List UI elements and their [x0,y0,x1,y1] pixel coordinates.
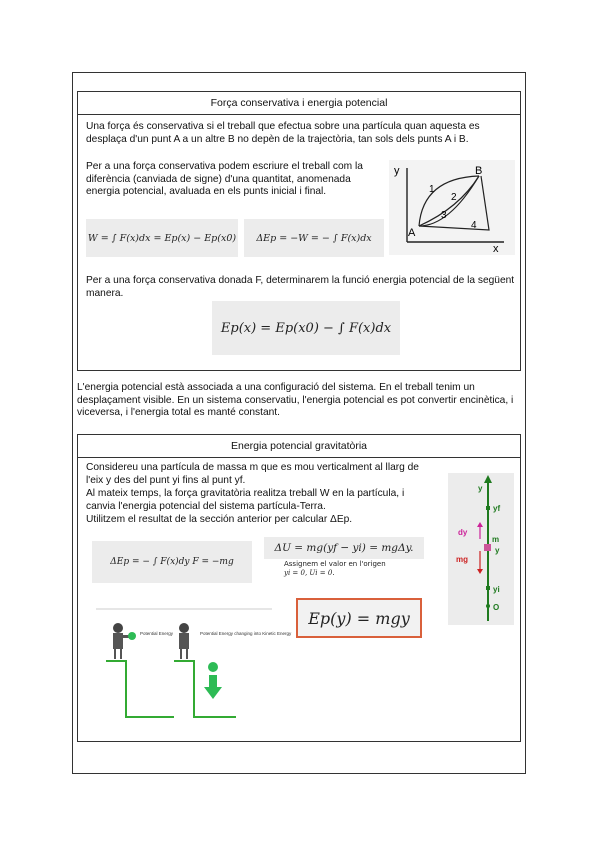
person-left-head [113,623,123,633]
path-2-label: 2 [451,192,457,203]
assign-note [284,560,414,578]
path-3-label: 3 [441,210,447,221]
intro-paragraph: Una força és conservativa si el treball que efectua sobre una partícula quan aquesta es desplaça d'un punt A a un altre B no depèn de la trajectòria, tan sols dels punts A i B. [86,121,480,145]
potential-energy-paragraph: Per a una força conservativa podem escriure el treball com la diferència (canviada de signe) d'una quantitat, anomenada energia potencial, avaluada en els punts inicial i final. [86,161,363,198]
section-title: Energia potencial gravitatòria [78,435,520,458]
person-left-body [113,633,123,649]
point-b-label: B [475,165,483,177]
determine-paragraph: Per a una força conservativa donada F, determinarem la funció energia potencial de la següent manera. [86,275,515,299]
y-position-label: y [495,546,500,555]
dy-label: dy [458,528,468,537]
person-right-head [179,623,189,633]
point-a-label: A [408,227,416,239]
between-paragraph: L'energia potencial està associada a una configuració del sistema. En el treball tenim un desplaçament visible. En un sistema conservatiu, l'energia potencial es pot convertir encinètica, i viceversa, i l'energia total es manté constant. [77,382,514,419]
mg-label: mg [456,555,468,564]
assign-note-line1: Assignem el valor en l'origen [284,560,386,568]
yf-label: yf [493,504,501,513]
yi-label: yi [493,585,500,594]
assign-note-line2: yi = 0, Ui = 0. [284,569,335,577]
ball-right [208,662,218,672]
formula-work: W = ∫ F(x)dx = Ep(x) − Ep(x0) [86,219,238,257]
label-potential: Potential Energy [140,631,174,636]
vertical-axis-diagram [448,473,514,625]
section-title: Força conservativa i energia potencial [78,92,520,115]
ball-left [128,632,136,640]
calc-paragraph: Utilitzem el resultat de la sección anterior per calcular ΔEp. [86,514,353,525]
down-arrow-icon [204,687,222,699]
formula-delta-u: ΔU = mg(yf − yi) = mgΔy. [264,537,424,559]
formula-delta-ep-gravity: ΔEp = − ∫ F(x)dy F = −mg [92,541,252,583]
paths-diagram [389,160,515,255]
mass-block [484,544,491,551]
formula-delta-ep: ΔEp = −W = − ∫ F(x)dx [244,219,384,257]
energy-illustration [96,607,292,719]
ground-right [174,661,236,717]
formula-ep-final: Ep(y) = mgy [296,598,422,638]
label-potential-kinetic: Potential Energy changing into Kinetic Energy [200,631,292,636]
path-1-label: 1 [429,184,435,195]
section-gravitational-energy [77,434,521,742]
particle-paragraph: Considereu una partícula de massa m que es mou verticalment al llarg de l'eix y des del punt yi fins al punt yf. [86,462,419,486]
work-paragraph: Al mateix temps, la força gravitatòria realitza treball W en la partícula, i canvia l'energia potencial del sistema partícula-Terra. [86,488,405,512]
axis-y-label: y [478,484,483,493]
ground-left [106,661,174,717]
x-axis-label: x [493,243,499,255]
section-conservative-force [77,91,521,371]
person-right-body [179,633,189,649]
y-axis-label: y [394,165,400,177]
m-label: m [492,535,500,544]
formula-ep: Ep(x) = Ep(x0) − ∫ F(x)dx [212,301,400,355]
origin-label: O [493,603,500,612]
path-4-label: 4 [471,220,477,231]
